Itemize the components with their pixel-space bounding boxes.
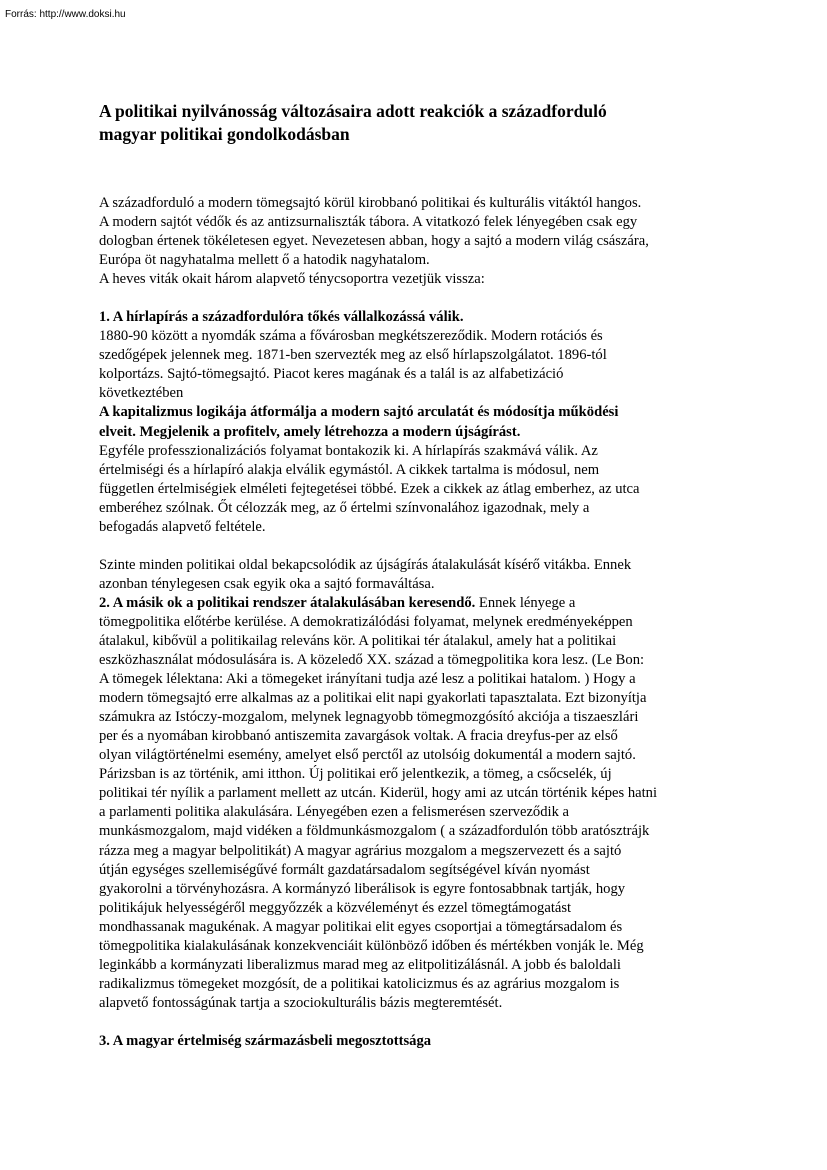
source-url: Forrás: http://www.doksi.hu (5, 9, 126, 20)
text-line: munkásmozgalom, majd vidéken a földmunkásmozgalom ( a századfordulón több aratósztrájk (99, 823, 650, 840)
text-line: átalakul, kibővül a politikailag releváns kör. A politikai tér átalakul, amely hat a politikai (99, 632, 617, 649)
text-line: 1880-90 között a nyomdák száma a fővárosban megkétszereződik. Modern rotációs és (99, 328, 603, 345)
text-line: azonban ténylegesen csak egyik oka a sajtó formaváltása. (99, 575, 435, 592)
text-line: politikai tér nyílik a parlament mellett az utcán. Kiderül, hogy ami az utcán történik képes hatni (99, 785, 658, 802)
text-line: A modern sajtót védők és az antizsurnaliszták tábora. A vitatkozó felek lényegében csak egy (99, 214, 638, 231)
text-line: gyakorolni a törvényhozásra. A kormányzó liberálisok is egyre fontosabbnak tartják, hogy (99, 880, 626, 897)
section-2 (99, 556, 739, 1013)
text-line: A századforduló a modern tömegsajtó körül kirobbanó politikai és kulturális vitáktól hangos. (99, 195, 642, 211)
text-line: emberéhez szólnak. Őt célozzák meg, az ő értelmi színvonalához igazodnak, mely a (99, 499, 590, 516)
text-line: modern tömegsajtó erre alkalmas az a politikai elit napi gyakorlati tapasztalata. Ezt bizonyítja (99, 690, 647, 707)
text-line: politikájuk helyességéről meggyőzzék a közvéleményt és ezzel tömegtámogatást (99, 899, 572, 916)
text-line: Egyféle professzionalizációs folyamat bontakozik ki. A hírlapírás szakmává válik. Az (99, 442, 598, 459)
text-line: a parlamenti politika alakulására. Lényegében ezen a felismerésen szerveződik a (99, 804, 570, 821)
text-line: Európa öt nagyhatalma mellett ő a hatodik nagyhatalom. (99, 252, 430, 269)
document-body (99, 100, 739, 1051)
text-line: dologban értenek tökéletesen egyet. Nevezetesen abban, hogy a sajtó a modern világ császára, (99, 233, 649, 250)
text-line: számukra az Istóczy-mozgalom, melynek legnagyobb tömegmozgósító akciója a tiszaeszlári (99, 709, 639, 726)
text-line: A heves viták okait három alapvető ténycsoportra vezetjük vissza: (99, 271, 485, 288)
text-line: A tömegek lélektana: Aki a tömegeket irányítani tudja azé lesz a politikai hatalom. ) Hogy a (99, 671, 636, 688)
text-line: mondhassanak magukénak. A magyar politikai elit egyes csoportjai a tömegtársadalom és (99, 918, 623, 935)
bold-line: elveit. Megjelenik a profitelv, amely létrehozza a modern újságírást. (99, 423, 521, 440)
text-line: Szinte minden politikai oldal bekapcsolódik az újságírás átalakulását kísérő vitákba. Ennek (99, 556, 632, 573)
text-line: alapvető fontosságúnak tartja a szociokulturális bázis megteremtését. (99, 994, 503, 1011)
text-line: tömegpolitika kialakulásának konzekvenciáit különböző időben és mértékben vonják le. Még (99, 937, 644, 954)
text-line: független értelmiségiek elméleti fejtegetései többé. Ezek a cikkek az átlag emberhez, az utca (99, 480, 640, 497)
text-line: radikalizmus tömegeket mozgósít, de a politikai katolicizmus és az agrárius mozgalom is (99, 975, 620, 992)
text-line: eszközhasználat módosulására is. A közeledő XX. század a tömegpolitika kora lesz. (Le Bon: (99, 652, 645, 669)
text-line: Ennek lényege a (475, 594, 576, 611)
text-line: Párizsban is az történik, ami itthon. Új politikai erő jelentkezik, a tömeg, a csőcselék, új (99, 766, 612, 783)
text-line: szedőgépek jelennek meg. 1871-ben szervezték meg az első hírlapszolgálatot. 1896-tól (99, 347, 607, 364)
text-line: leginkább a kormányzati liberalizmus marad meg az elitpolitizálásnál. A jobb és baloldali (99, 956, 621, 973)
article-text (99, 194, 739, 1051)
document-title (99, 100, 739, 146)
section-heading: 3. A magyar értelmiség származásbeli megosztottsága (99, 1032, 432, 1049)
section-3 (99, 1032, 739, 1051)
title-line: magyar politikai gondolkodásban (99, 124, 350, 144)
section-heading: 1. A hírlapírás a századfordulóra tőkés vállalkozássá válik. (99, 309, 464, 326)
text-line: tömegpolitika előtérbe kerülése. A demokratizálódási folyamat, melynek eredményeképpen (99, 613, 633, 630)
title-line: A politikai nyilvánosság változásaira adott reakciók a századforduló (99, 101, 607, 121)
text-line: olyan világtörténelmi esemény, amelyet első perctől az utolsóig dokumentál a modern sajtó. (99, 747, 636, 764)
text-line: útján egységes szellemiségűvé formált gazdatársadalom segítségével kíván nyomást (99, 861, 590, 878)
text-line: per és a nyomában kirobbanó antiszemita zavargások voltak. A fracia dreyfus-per az első (99, 728, 618, 745)
text-line: kolportázs. Sajtó-tömegsajtó. Piacot keres magának és a talál is az alfabetizáció (99, 366, 564, 383)
text-line: értelmiségi és a hírlapíró alakja elválik egymástól. A cikkek tartalma is módosul, nem (99, 461, 600, 478)
text-line: következtében (99, 385, 184, 402)
bold-line: A kapitalizmus logikája átformálja a modern sajtó arculatát és módosítja működési (99, 404, 619, 421)
intro-paragraph (99, 194, 739, 289)
text-line: rázza meg a magyar belpolitikát) A magyar agrárius mozgalom a megszervezett és a sajtó (99, 842, 622, 859)
section-1 (99, 308, 739, 537)
text-line: befogadás alapvető feltétele. (99, 518, 266, 535)
section-heading: 2. A másik ok a politikai rendszer átalakulásában keresendő. (99, 594, 476, 611)
